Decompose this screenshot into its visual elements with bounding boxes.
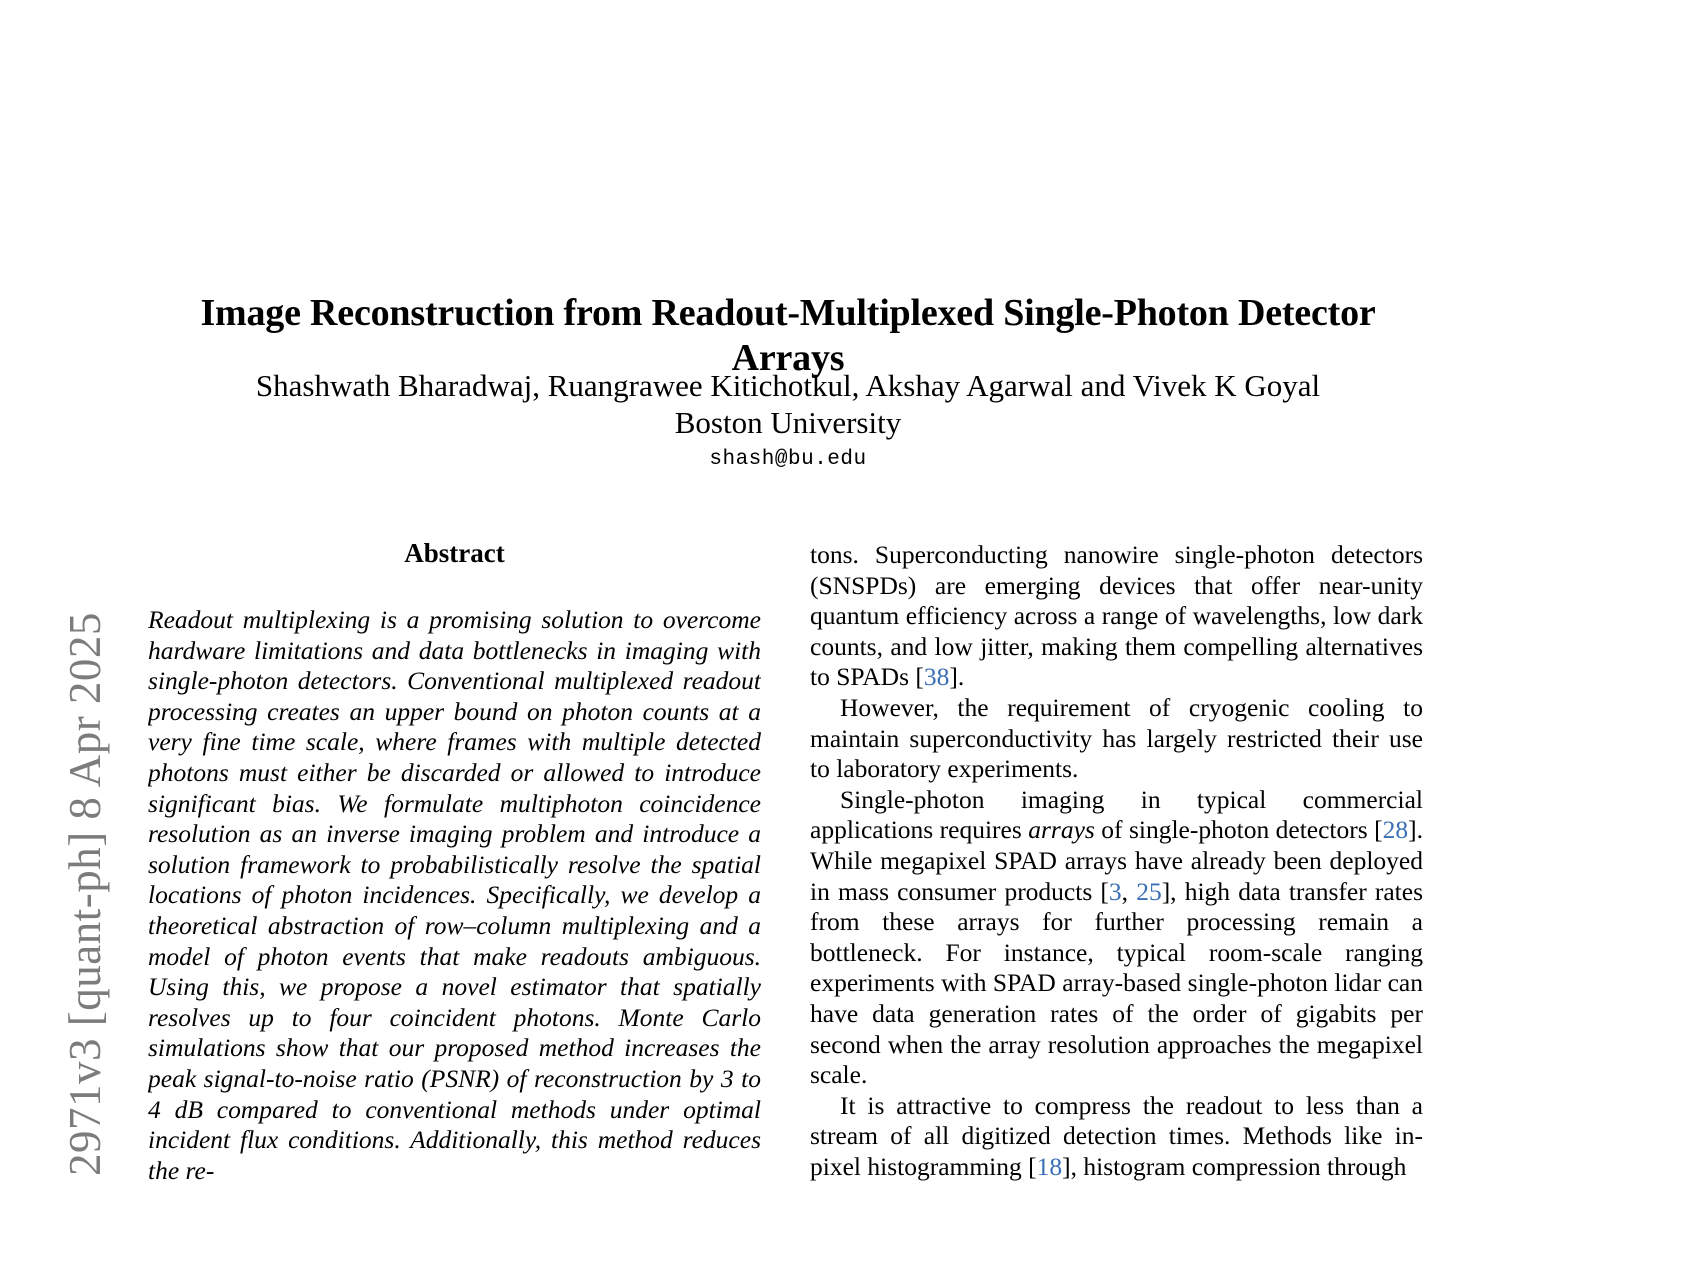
left-column: [148, 540, 761, 1280]
intro-p3-c: ]. While megapixel SPAD arrays have already been deployed in mass consumer products [: [810, 815, 1423, 906]
citation-3[interactable]: 3: [1108, 876, 1122, 906]
intro-p1-post: ].: [949, 662, 965, 692]
arxiv-identifier-stamp: 2971v3 [quant-ph] 8 Apr 2025: [60, 612, 110, 1176]
right-column: [810, 540, 1423, 1280]
intro-p3-b: of single-photon detectors [: [1094, 815, 1383, 845]
intro-paragraph-3: [810, 785, 1423, 1091]
author-list: [148, 368, 1428, 441]
intro-p3-a: Single-photon imaging in typical commercial applications requires: [810, 784, 1423, 845]
intro-paragraph-1: [810, 540, 1423, 693]
citation-28[interactable]: 28: [1382, 815, 1409, 845]
citation-25[interactable]: 25: [1136, 876, 1162, 906]
citation-38[interactable]: 38: [923, 662, 950, 692]
intro-p4-b: ], histogram compression through: [1062, 1151, 1407, 1181]
author-names: Shashwath Bharadwaj, Ruangrawee Kitichotkul, Akshay Agarwal and Vivek K Goyal: [255, 368, 1321, 403]
intro-p3-e: ], high data transfer rates from these arrays for further processing remain a bottleneck. For instance, typical room-scale ranging experiments with SPAD array-based single-photon lidar can have data generation rates of the order of gigabits per second when the array resolution approaches the megapixel scale.: [810, 876, 1423, 1090]
intro-paragraph-4: [810, 1091, 1423, 1183]
abstract-text: Readout multiplexing is a promising solution to overcome hardware limitations and data bottlenecks in imaging with single-photon detectors. Conventional multiplexed readout processing creates an upper bound on photon counts at a very fine time scale, where frames with multiple detected photons must either be discarded or allowed to introduce significant bias. We formulate multiphoton coincidence resolution as an inverse imaging problem and introduce a solution framework to probabilistically resolve the spatial locations of photon incidences. Specifically, we develop a theoretical abstraction of row–column multiplexing and a model of photon events that make readouts ambiguous. Using this, we propose a novel estimator that spatially resolves up to four coincident photons. Monte Carlo simulations show that our proposed method increases the peak signal-to-noise ratio (PSNR) of reconstruction by 3 to 4 dB compared to conventional methods under optimal incident flux conditions. Additionally, this method reduces the re-: [148, 605, 761, 1185]
affiliation: Boston University: [674, 404, 902, 440]
citation-18[interactable]: 18: [1036, 1151, 1063, 1181]
intro-p4-a: It is attractive to compress the readout to less than a stream of all digitized detection times. Methods like in-pixel histogramming [: [810, 1090, 1423, 1181]
intro-p3-d: ,: [1121, 876, 1137, 906]
intro-p1-pre: tons. Superconducting nanowire single-photon detectors (SNSPDs) are emerging devices that offer near-unity quantum efficiency across a range of wavelengths, low dark counts, and low jitter, making them compelling alternatives to SPADs [: [810, 540, 1423, 692]
emphasis-arrays: arrays: [1028, 815, 1095, 845]
contact-email: shash@bu.edu: [709, 448, 867, 471]
abstract-heading: Abstract: [404, 540, 505, 568]
page-title: Image Reconstruction from Readout-Multiplexed Single-Photon Detector Arrays: [200, 292, 1376, 380]
two-column-body: [148, 540, 1433, 1280]
intro-paragraph-2: However, the requirement of cryogenic cooling to maintain superconductivity has largely restricted their use to laboratory experiments.: [810, 692, 1423, 784]
